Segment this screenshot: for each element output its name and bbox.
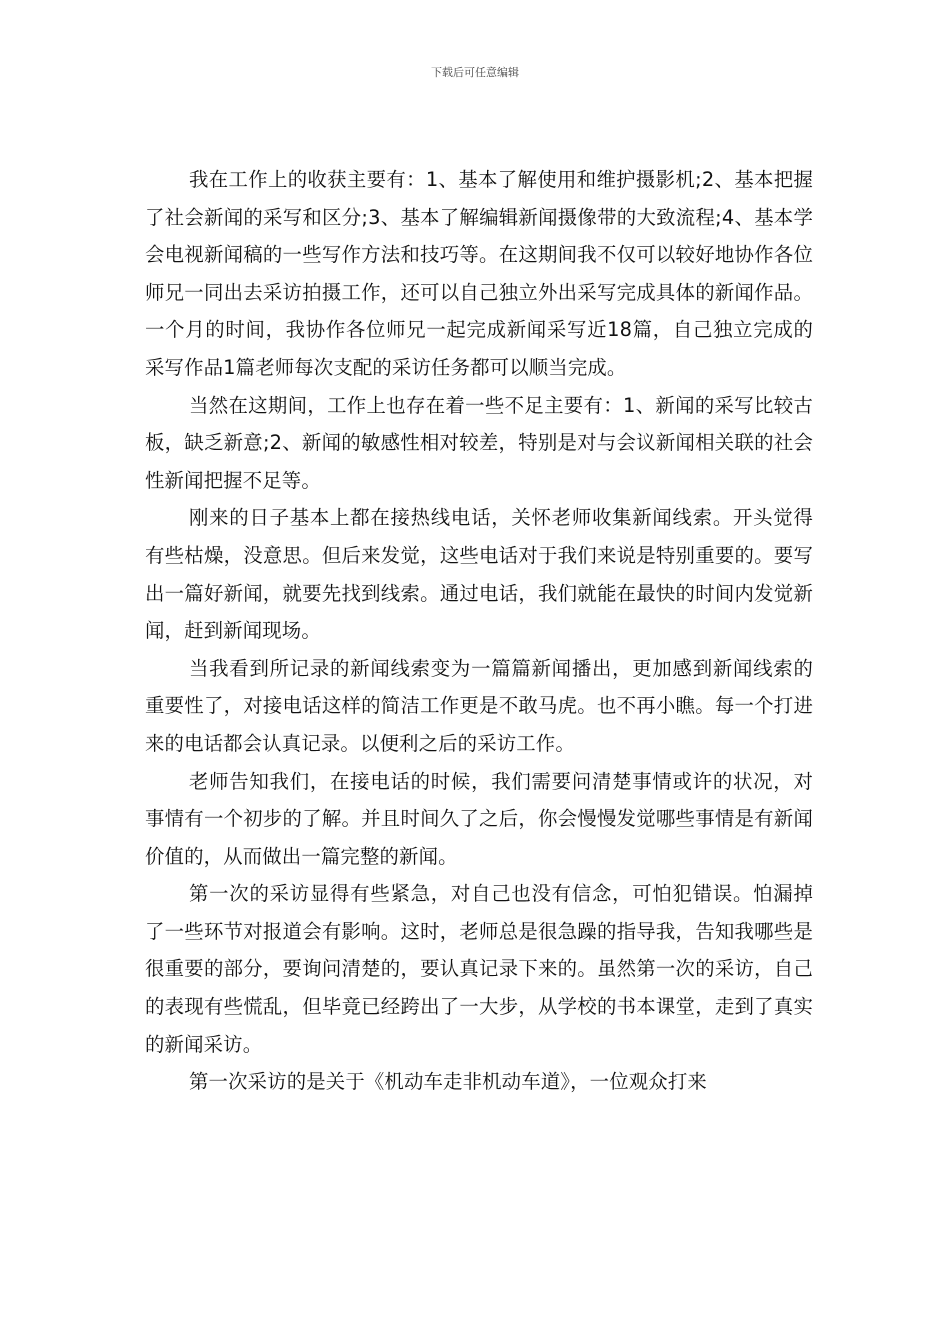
page-header: 下载后可任意编辑 [431,66,519,79]
paragraph-first-topic: 第一次采访的是关于《机动车走非机动车道》，一位观众打来 [189,1070,707,1094]
paragraph-shortcomings: 当然在这期间，工作上也存在着一些不足主要有：1、新闻的采写比较古板，缺乏新意;2、新闻的敏感性相对较差，特别是对与会议新闻相关联的社会性新闻把握不足等。 [145,393,813,492]
paragraph-gains: 我在工作上的收获主要有：1、基本了解使用和维护摄影机;2、基本把握了社会新闻的采写和区分;3、基本了解编辑新闻摄像带的大致流程;4、基本学会电视新闻稿的一些写作方法和技巧等。在这期间我不仅可以较好地协作各位师兄一同出去采访拍摄工作，还可以自己独立外出采写完成具体的新闻作品。一个月的时间，我协作各位师兄一起完成新闻采写近18篇，自己独立完成的采写作品1篇老师每次支配的采访任务都可以顺当完成。 [145,168,813,379]
paragraph-news-leads: 当我看到所记录的新闻线索变为一篇篇新闻播出，更加感到新闻线索的重要性了，对接电话这样的简洁工作更是不敢马虎。也不再小瞧。每一个打进来的电话都会认真记录。以便利之后的采访工作。 [145,656,813,755]
paragraph-hotline: 刚来的日子基本上都在接热线电话，关怀老师收集新闻线索。开头觉得有些枯燥，没意思。但后来发觉，这些电话对于我们来说是特别重要的。要写出一篇好新闻，就要先找到线索。通过电话，我们就能在最快的时间内发觉新闻，赶到新闻现场。 [145,506,813,643]
document-body [145,161,813,1101]
paragraph-first-interview: 第一次的采访显得有些紧急，对自己也没有信念，可怕犯错误。怕漏掉了一些环节对报道会有影响。这时，老师总是很急躁的指导我，告知我哪些是很重要的部分，要询问清楚的，要认真记录下来的。虽然第一次的采访，自己的表现有些慌乱，但毕竟已经跨出了一大步，从学校的书本课堂，走到了真实的新闻采访。 [145,882,813,1056]
paragraph-teacher-advice: 老师告知我们，在接电话的时候，我们需要问清楚事情或许的状况，对事情有一个初步的了解。并且时间久了之后，你会慢慢发觉哪些事情是有新闻价值的，从而做出一篇完整的新闻。 [145,769,813,868]
